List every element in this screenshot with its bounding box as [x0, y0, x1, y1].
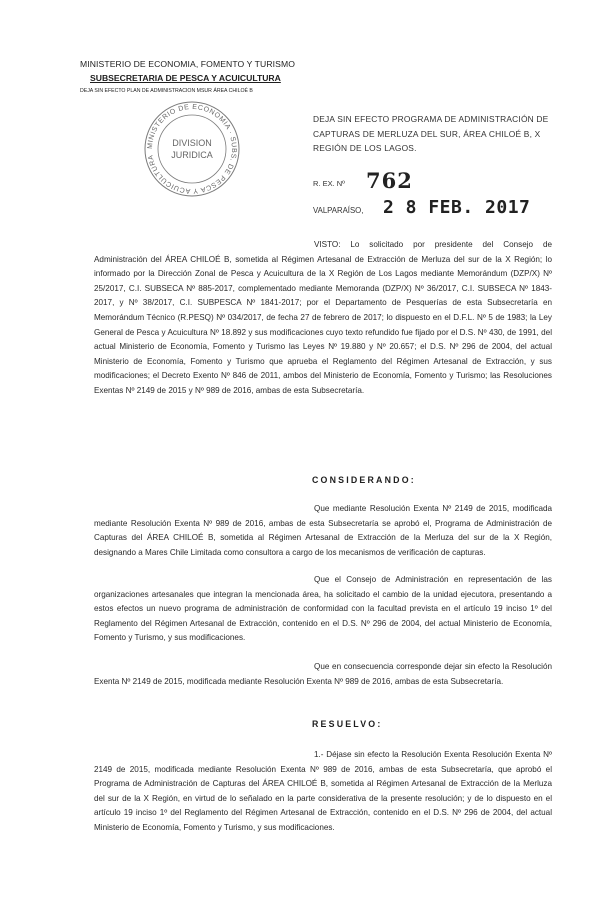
svg-text:MINISTERIO DE ECONOMIA · SUBS.	[147, 104, 237, 194]
stamp-line-division: DIVISION	[172, 138, 212, 148]
visto-paragraph: VISTO: Lo solicitado por presidente del Consejo de Administración del ÁREA CHILOÉ B, sometida al Régimen Artesanal de Extracción de Merluza del sur de la X Región; lo informado por la Dirección Zonal de Pesca y Acuicultura de la X Región de Los Lagos mediante Memorándum (DZP/X) Nº 25/2017, C.I. SUBSECA Nº 885-2017, complementado mediante Memoranda (DZP/X) Nº 36/2017, C.I. SUBSECA Nº 1843-2017, y Nº 38/2017, C.I. SUBPESCA Nº 1841-2017; por el Departamento de Pesquerías de esta Subsecretaría en Memorándum Técnico (R.PESQ) Nº 034/2017, de fecha 27 de febrero de 2017; lo dispuesto en el D.F.L. Nº 5 de 1983; la Ley General de Pesca y Acuicultura Nº 18.892 y sus modificaciones cuyo texto refundido fue fijado por el D.S. Nº 430, de 1991, del actual Ministerio de Economía, Fomento y Turismo las Leyes Nº 19.880 y Nº 20.657; el D.S. Nº 296 de 2004, del actual Ministerio de Economía, Fomento y Turismo que aprueba el Reglamento del Régimen Artesanal de Extracción, y sus modificaciones; el Decreto Exento Nº 846 de 2011, ambos del Ministerio de Economía, Fomento y Turismo; las Resoluciones Exentas Nº 2149 de 2015 y Nº 989 de 2016, ambas de esta Subsecretaría.	[94, 240, 552, 395]
ministry-heading: MINISTERIO DE ECONOMIA, FOMENTO Y TURISMO	[80, 59, 295, 69]
resolution-label: R. EX. Nº	[313, 179, 345, 188]
considerando-paragraph-1: Que mediante Resolución Exenta Nº 2149 de 2015, modificada mediante Resolución Exenta Nº 989 de 2016, ambas de esta Subsecretaría se aprobó el, Programa de Administración de Capturas del ÁREA CHILOÉ B, sometida al Régimen Artesanal de Extracción de la Merluza del sur de la X Región, designando a Mares Chile Limitada como consultora a cargo de los mecanismos de verificación de capturas.	[94, 504, 552, 557]
reference-line: DEJA SIN EFECTO PLAN DE ADMINISTRACION MSUR ÁREA CHILOÉ B	[80, 88, 253, 94]
date-stamp: 2 8 FEB. 2017	[383, 197, 531, 218]
division-juridica-stamp-icon	[142, 100, 242, 198]
place-label: VALPARAÍSO,	[313, 206, 364, 215]
considerando-heading: CONSIDERANDO:	[312, 475, 416, 485]
stamp-line-juridica: JURIDICA	[171, 150, 213, 160]
stamp-ring-text: MINISTERIO DE ECONOMIA · SUBS. DE PESCA Y ACUICULTURA	[146, 103, 238, 195]
resolution-number: 762	[366, 168, 413, 193]
considerando-paragraph-2: Que el Consejo de Administración en representación de las organizaciones artesanales que integran la mencionada área, ha solicitado el cambio de la unidad ejecutora, presentando a estos efectos un nuevo programa de administración de conformidad con la facultad prevista en el artículo 19 inciso 1º del Reglamento del Régimen Artesanal de Extracción, contenido en el D.S. Nº 296 de 2004, del actual Ministerio de Economía, Fomento y Turismo, y sus modificaciones.	[94, 575, 552, 643]
resuelvo-paragraph-1: 1.- Déjase sin efecto la Resolución Exenta Resolución Exenta Nº 2149 de 2015, modificada mediante Resolución Exenta Nº 989 de 2016, ambas de esta Subsecretaría, que aprobó el Programa de Administración de Capturas del ÁREA CHILOÉ B, sometida al Régimen Artesanal de Extracción de la Merluza del sur de la X Región, en virtud de lo señalado en la parte considerativa de la presente resolución; y de lo dispuesto en el artículo 19 inciso 1º del Reglamento del Régimen Artesanal de Extracción, contenido en el D.S. Nº 296 de 2004, del actual Ministerio de Economía, Fomento y Turismo, y sus modificaciones.	[94, 750, 552, 832]
subsecretaria-heading: SUBSECRETARIA DE PESCA Y ACUICULTURA	[90, 73, 281, 83]
resuelvo-heading: RESUELVO:	[312, 719, 383, 729]
document-subject: DEJA SIN EFECTO PROGRAMA DE ADMINISTRACIÓN DE CAPTURAS DE MERLUZA DEL SUR, ÁREA CHILOÉ B, X REGIÓN DE LOS LAGOS.	[313, 114, 549, 153]
considerando-paragraph-3: Que en consecuencia corresponde dejar sin efecto la Resolución Exenta Nº 2149 de 2015, modificada mediante Resolución Exenta Nº 989 de 2016, ambas de esta Subsecretaría.	[94, 662, 552, 686]
